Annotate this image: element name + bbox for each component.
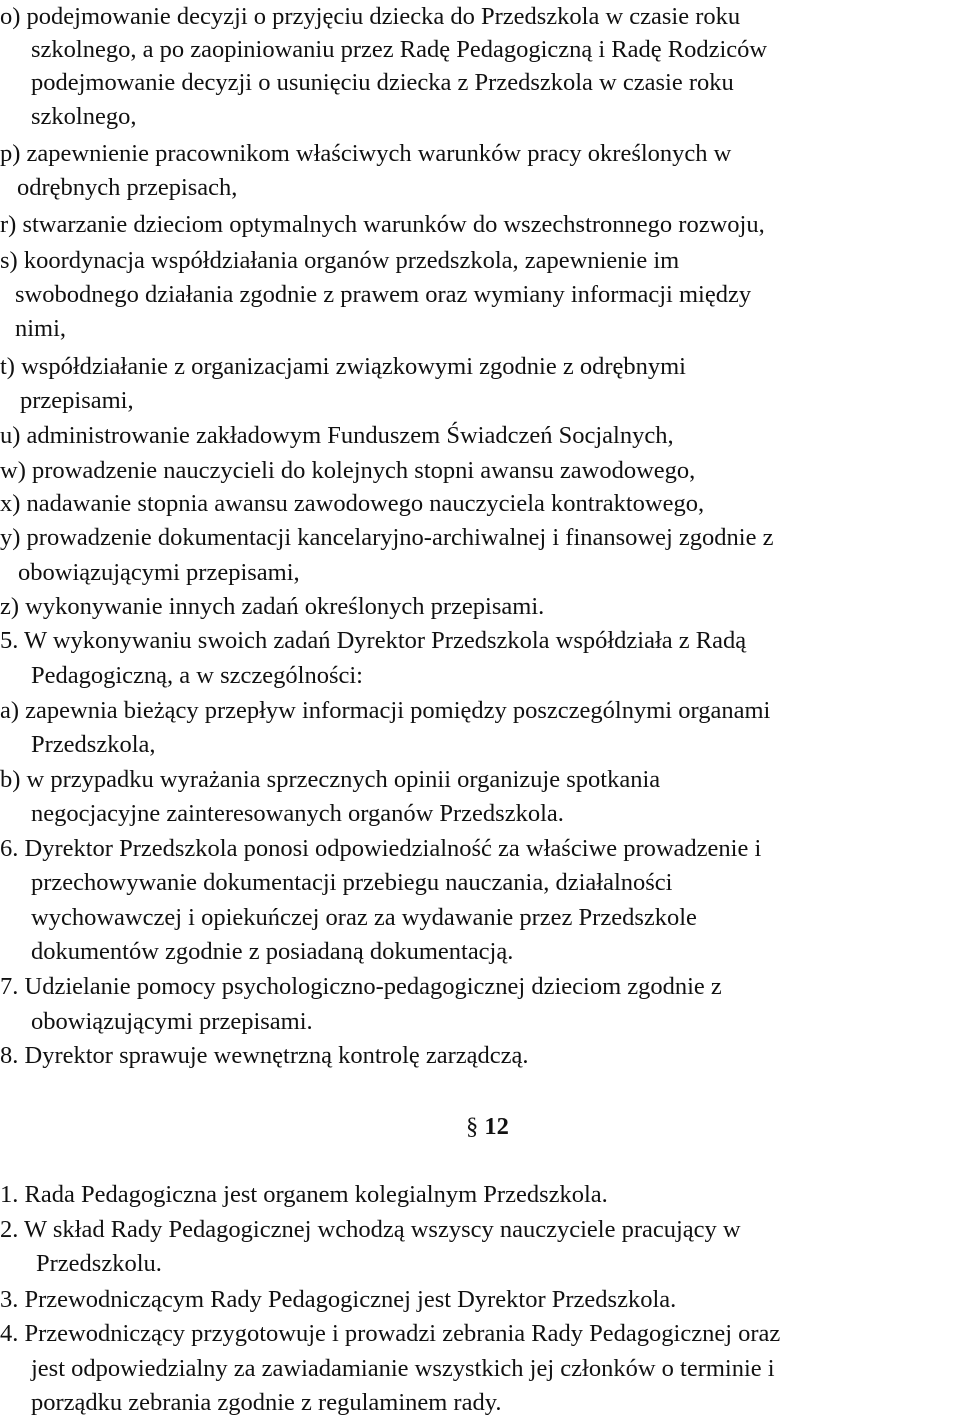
text-line: jest odpowiedzialny za zawiadamianie wszystkich jej członków o terminie i	[31, 1355, 775, 1382]
section-number: 12	[484, 1113, 509, 1140]
text-line: 8. Dyrektor sprawuje wewnętrzną kontrolę zarządczą.	[0, 1042, 529, 1069]
text-line: 3. Przewodniczącym Rady Pedagogicznej jest Dyrektor Przedszkola.	[0, 1286, 677, 1313]
text-line: u) administrowanie zakładowym Funduszem Świadczeń Socjalnych,	[0, 422, 674, 449]
text-line: przepisami,	[20, 387, 134, 414]
text-line: x) nadawanie stopnia awansu zawodowego nauczyciela kontraktowego,	[0, 490, 705, 517]
text-line: wychowawczej i opiekuńczej oraz za wydawanie przez Przedszkole	[31, 904, 697, 931]
text-line: 6. Dyrektor Przedszkola ponosi odpowiedzialność za właściwe prowadzenie i	[0, 835, 762, 862]
text-line: a) zapewnia bieżący przepływ informacji pomiędzy poszczególnymi organami	[0, 697, 771, 724]
text-line: szkolnego,	[31, 103, 137, 130]
text-line: Przedszkola,	[31, 731, 156, 758]
text-line: szkolnego, a po zaopiniowaniu przez Radę Pedagogiczną i Radę Rodziców	[31, 36, 768, 63]
text-line: Przedszkolu.	[36, 1250, 162, 1277]
text-line: 2. W skład Rady Pedagogicznej wchodzą wszyscy nauczyciele pracujący w	[0, 1216, 741, 1243]
text-line: s) koordynacja współdziałania organów przedszkola, zapewnienie im	[0, 247, 680, 274]
text-line: t) współdziałanie z organizacjami związkowymi zgodnie z odrębnymi	[0, 353, 686, 380]
text-line: b) w przypadku wyrażania sprzecznych opinii organizuje spotkania	[0, 766, 661, 793]
text-line: obowiązującymi przepisami.	[31, 1008, 313, 1035]
text-line: podejmowanie decyzji o usunięciu dziecka z Przedszkola w czasie roku	[31, 69, 734, 96]
text-line: 7. Udzielanie pomocy psychologiczno-pedagogicznej dzieciom zgodnie z	[0, 973, 722, 1000]
text-line: 1. Rada Pedagogiczna jest organem kolegialnym Przedszkola.	[0, 1181, 608, 1208]
text-line: odrębnych przepisach,	[17, 174, 238, 201]
text-line: y) prowadzenie dokumentacji kancelaryjno-archiwalnej i finansowej zgodnie z	[0, 524, 774, 551]
section-symbol: §	[466, 1113, 479, 1140]
text-line: swobodnego działania zgodnie z prawem oraz wymiany informacji między	[15, 281, 752, 308]
text-line: dokumentów zgodnie z posiadaną dokumentacją.	[31, 938, 514, 965]
text-line: obowiązującymi przepisami,	[18, 559, 300, 586]
text-line: w) prowadzenie nauczycieli do kolejnych stopni awansu zawodowego,	[0, 457, 696, 484]
text-line: o) podejmowanie decyzji o przyjęciu dziecka do Przedszkola w czasie roku	[0, 3, 741, 30]
text-line: porządku zebrania zgodnie z regulaminem rady.	[31, 1389, 502, 1416]
text-line: 4. Przewodniczący przygotowuje i prowadzi zebrania Rady Pedagogicznej oraz	[0, 1320, 781, 1347]
text-line: Pedagogiczną, a w szczególności:	[31, 662, 363, 689]
text-line: 5. W wykonywaniu swoich zadań Dyrektor Przedszkola współdziała z Radą	[0, 627, 747, 654]
section-heading	[466, 1110, 509, 1144]
text-line: nimi,	[15, 315, 67, 342]
text-line: p) zapewnienie pracownikom właściwych warunków pracy określonych w	[0, 140, 732, 167]
text-line: negocjacyjne zainteresowanych organów Przedszkola.	[31, 800, 564, 827]
text-line: przechowywanie dokumentacji przebiegu nauczania, działalności	[31, 869, 673, 896]
text-line: r) stwarzanie dzieciom optymalnych warunków do wszechstronnego rozwoju,	[0, 211, 765, 238]
text-line: z) wykonywanie innych zadań określonych przepisami.	[0, 593, 545, 620]
